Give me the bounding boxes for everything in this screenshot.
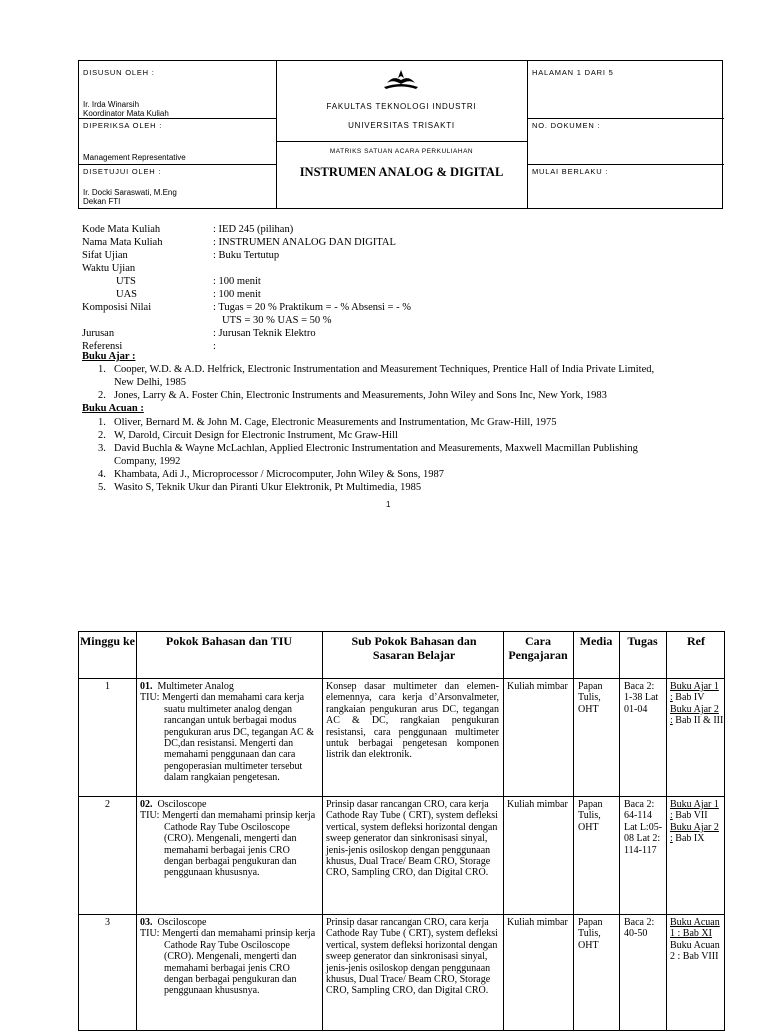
document-header [78, 60, 723, 209]
disetujui-role: Dekan FTI [83, 197, 121, 206]
list-item [98, 481, 724, 494]
ref-chapter: Bab II & III [672, 715, 724, 727]
sub-topic-cell: Prinsip dasar rancangan CRO, cara kerja Cathode Ray Tube ( CRT), system defleksi vertical, system defleksi horizontal dengan sweep generator dan sinkronisasi sinyal, jenis-jenis osiloskop dengan penggunaan khusus, Dual Trace/ Beam CRO, Storage CRO, Sampling CRO, dan Digital CRO. [326, 917, 498, 997]
topic-number: 02. [140, 799, 153, 810]
no-dokumen-label: NO. DOKUMEN : [532, 121, 601, 130]
topic-title: Osciloscope [157, 917, 207, 928]
method-cell: Kuliah mimbar [507, 917, 568, 928]
list-number: 1. [98, 417, 106, 428]
column-header: Cara Pengajaran [508, 634, 568, 662]
info-label: Waktu Ujian [82, 263, 136, 274]
reference-text: Wasito S, Teknik Ukur dan Piranti Ukur Elektronik, Pt Multimedia, 1985 [114, 482, 422, 493]
reference-text: Company, 1992 [114, 456, 181, 467]
course-title: INSTRUMEN ANALOG & DIGITAL [299, 165, 504, 179]
mulai-berlaku-label: MULAI BERLAKU : [532, 167, 609, 176]
list-number: 3. [98, 443, 106, 454]
page-number: 1 [386, 500, 391, 509]
list-number: 5. [98, 482, 106, 493]
ref-link: Buku Ajar 1 : [670, 799, 719, 822]
media-cell: Papan Tulis, OHT [578, 799, 603, 833]
info-value: : Jurusan Teknik Elektro [213, 328, 316, 339]
info-label: UTS [116, 276, 136, 287]
disetujui-label: DISETUJUI OLEH : [83, 167, 162, 176]
ref-chapter: Bab IV [672, 692, 705, 704]
diperiksa-name: Management Representative [83, 153, 186, 162]
ref-cell [670, 681, 724, 727]
info-value: UTS = 30 % UAS = 50 % [222, 315, 332, 326]
task-cell: Baca 2: 1-38 Lat 01-04 [624, 681, 659, 715]
university-emblem-icon [379, 69, 423, 91]
matriks-title: MATRIKS SATUAN ACARA PERKULIAHAN [329, 148, 474, 155]
topic-number: 01. [140, 681, 153, 692]
ref-chapter: Bab VII [672, 810, 708, 822]
info-label: Jurusan [82, 328, 115, 339]
column-header: Minggu ke [79, 634, 135, 648]
disusun-name: Ir. Irda Winarsih [83, 100, 140, 109]
list-number: 2. [98, 390, 106, 401]
info-value: : Tugas = 20 % Praktikum = - % Absensi = - % [213, 302, 412, 313]
info-label: Referensi [82, 341, 123, 352]
ref-chapter: Bab IX [672, 833, 705, 845]
info-label: UAS [116, 289, 138, 300]
list-item [98, 429, 724, 442]
disusun-label: DISUSUN OLEH : [83, 68, 155, 77]
topic-cell [140, 799, 320, 879]
media-cell: Papan Tulis, OHT [578, 917, 603, 951]
topic-number: 03. [140, 917, 153, 928]
column-header: Pokok Bahasan dan TIU [165, 634, 293, 648]
info-label: Nama Mata Kuliah [82, 237, 163, 248]
method-cell: Kuliah mimbar [507, 681, 568, 692]
column-header: Sub Pokok Bahasan dan Sasaran Belajar [351, 634, 477, 662]
topic-tiu: TIU: Mengerti dan memahami cara kerja suatu multimeter analog dengan rancangan untuk berbagai modus pengukuran arus DC, tegangan AC & DC,dan resistansi. Mengerti dan memahami penggunaan dan cara pengoperasian multimeter tersebut dalam rangkaian pengetesan. [140, 692, 314, 784]
info-value: : [213, 341, 216, 352]
list-item [98, 442, 724, 468]
disetujui-name: Ir. Docki Saraswati, M.Eng [83, 188, 177, 197]
ref-cell [670, 917, 724, 963]
reference-text: New Delhi, 1985 [114, 377, 187, 388]
list-item [98, 416, 724, 429]
info-label: Komposisi Nilai [82, 302, 152, 313]
info-value: : 100 menit [213, 289, 261, 300]
ref-link: Buku Ajar 2 : [670, 821, 719, 845]
column-header: Media [579, 634, 613, 648]
info-value: : INSTRUMEN ANALOG DAN DIGITAL [213, 237, 396, 248]
ref-chapter: Buku Acuan 2 : Bab VIII [670, 939, 720, 963]
ref-cell [670, 799, 724, 845]
list-item [98, 363, 724, 389]
reference-text: Khambata, Adi J., Microprocessor / Microcomputer, John Wiley & Sons, 1987 [114, 469, 444, 480]
media-cell: Papan Tulis, OHT [578, 681, 603, 715]
list-item [98, 389, 724, 402]
buku-ajar-title: Buku Ajar : [82, 351, 136, 362]
info-label: Sifat Ujian [82, 250, 128, 261]
reference-text: David Buchla & Wayne McLachlan, Applied Electronic Instrumentation and Measurements, Maxwell Macmillan Publishing [114, 443, 638, 454]
reference-text: W, Darold, Circuit Design for Electronic Instrument, Mc Graw-Hill [114, 430, 398, 441]
info-value: : 100 menit [213, 276, 261, 287]
fakultas-title: FAKULTAS TEKNOLOGI INDUSTRI [326, 102, 477, 111]
list-number: 1. [98, 364, 106, 375]
sub-topic-cell: Prinsip dasar rancangan CRO, cara kerja Cathode Ray Tube ( CRT), system defleksi vertical, system defleksi horizontal dengan sweep generator dan sinkronisasi sinyal, jenis-jenis osiloskop dengan penggunaan khusus, Dual Trace/ Beam CRO, Storage CRO, Sampling CRO, dan Digital CRO. [326, 799, 498, 879]
column-header: Tugas [627, 634, 658, 648]
ref-link: Buku Ajar 2 : [670, 703, 719, 727]
ref-link: Buku Acuan 1 : Bab XI [670, 917, 720, 940]
reference-text: Oliver, Bernard M. & John M. Cage, Electronic Measurements and Instrumentation, Mc Graw-Hill, 1975 [114, 417, 557, 428]
method-cell: Kuliah mimbar [507, 799, 568, 810]
task-cell: Baca 2: 64-114 Lat L:05-08 Lat 2: 114-117 [624, 799, 663, 856]
week-cell: 2 [105, 799, 110, 810]
info-value: : IED 245 (pilihan) [213, 224, 294, 235]
info-label: Kode Mata Kuliah [82, 224, 161, 235]
sub-topic-cell: Konsep dasar multimeter dan elemen-elemennya, cara kerja d’Arsonvalmeter, rangkaian pengukuran arus DC, tegangan AC & DC, rangkaian pengukuran resistansi, cara penggunaan multimeter untuk berbagai pengetesan komponen listrik dan elektronik. [326, 681, 499, 761]
topic-title: Multimeter Analog [157, 681, 234, 692]
topic-cell [140, 917, 320, 997]
reference-text: Jones, Larry & A. Foster Chin, Electronic Instruments and Measurements, John Wiley and Sons Inc, New York, 1983 [114, 390, 607, 401]
week-cell: 1 [105, 681, 110, 692]
disusun-role: Koordinator Mata Kuliah [83, 109, 169, 118]
ref-link: Buku Ajar 1 : [670, 681, 719, 704]
list-number: 4. [98, 469, 106, 480]
topic-cell [140, 681, 320, 784]
list-number: 2. [98, 430, 106, 441]
topic-tiu: TIU: Mengerti dan memahami prinsip kerja Cathode Ray Tube Osciloscope (CRO). Mengenali, mengerti dan memahami berbagai jenis CRO dengan berbagai pengukuran dan penggunaan khususnya. [140, 928, 316, 997]
topic-title: Osciloscope [157, 799, 207, 810]
task-cell: Baca 2: 40-50 [624, 917, 655, 940]
info-value: : Buku Tertutup [213, 250, 280, 261]
universitas-title: UNIVERSITAS TRISAKTI [348, 121, 455, 130]
diperiksa-label: DIPERIKSA OLEH : [83, 121, 163, 130]
list-item [98, 468, 724, 481]
lecture-plan-table [78, 631, 725, 1031]
buku-acuan-title: Buku Acuan : [82, 403, 144, 414]
column-header: Ref [687, 634, 705, 648]
topic-tiu: TIU: Mengerti dan memahami prinsip kerja Cathode Ray Tube Osciloscope (CRO). Mengenali, mengerti dan memahami berbagai jenis CRO dengan berbagai pengukuran dan penggunaan khususnya. [140, 810, 316, 879]
week-cell: 3 [105, 917, 110, 928]
halaman-label: HALAMAN 1 DARI 5 [532, 68, 614, 77]
reference-text: Cooper, W.D. & A.D. Helfrick, Electronic Instrumentation and Measurement Techniques, Prentice Hall of India Private Limited, [114, 364, 655, 375]
